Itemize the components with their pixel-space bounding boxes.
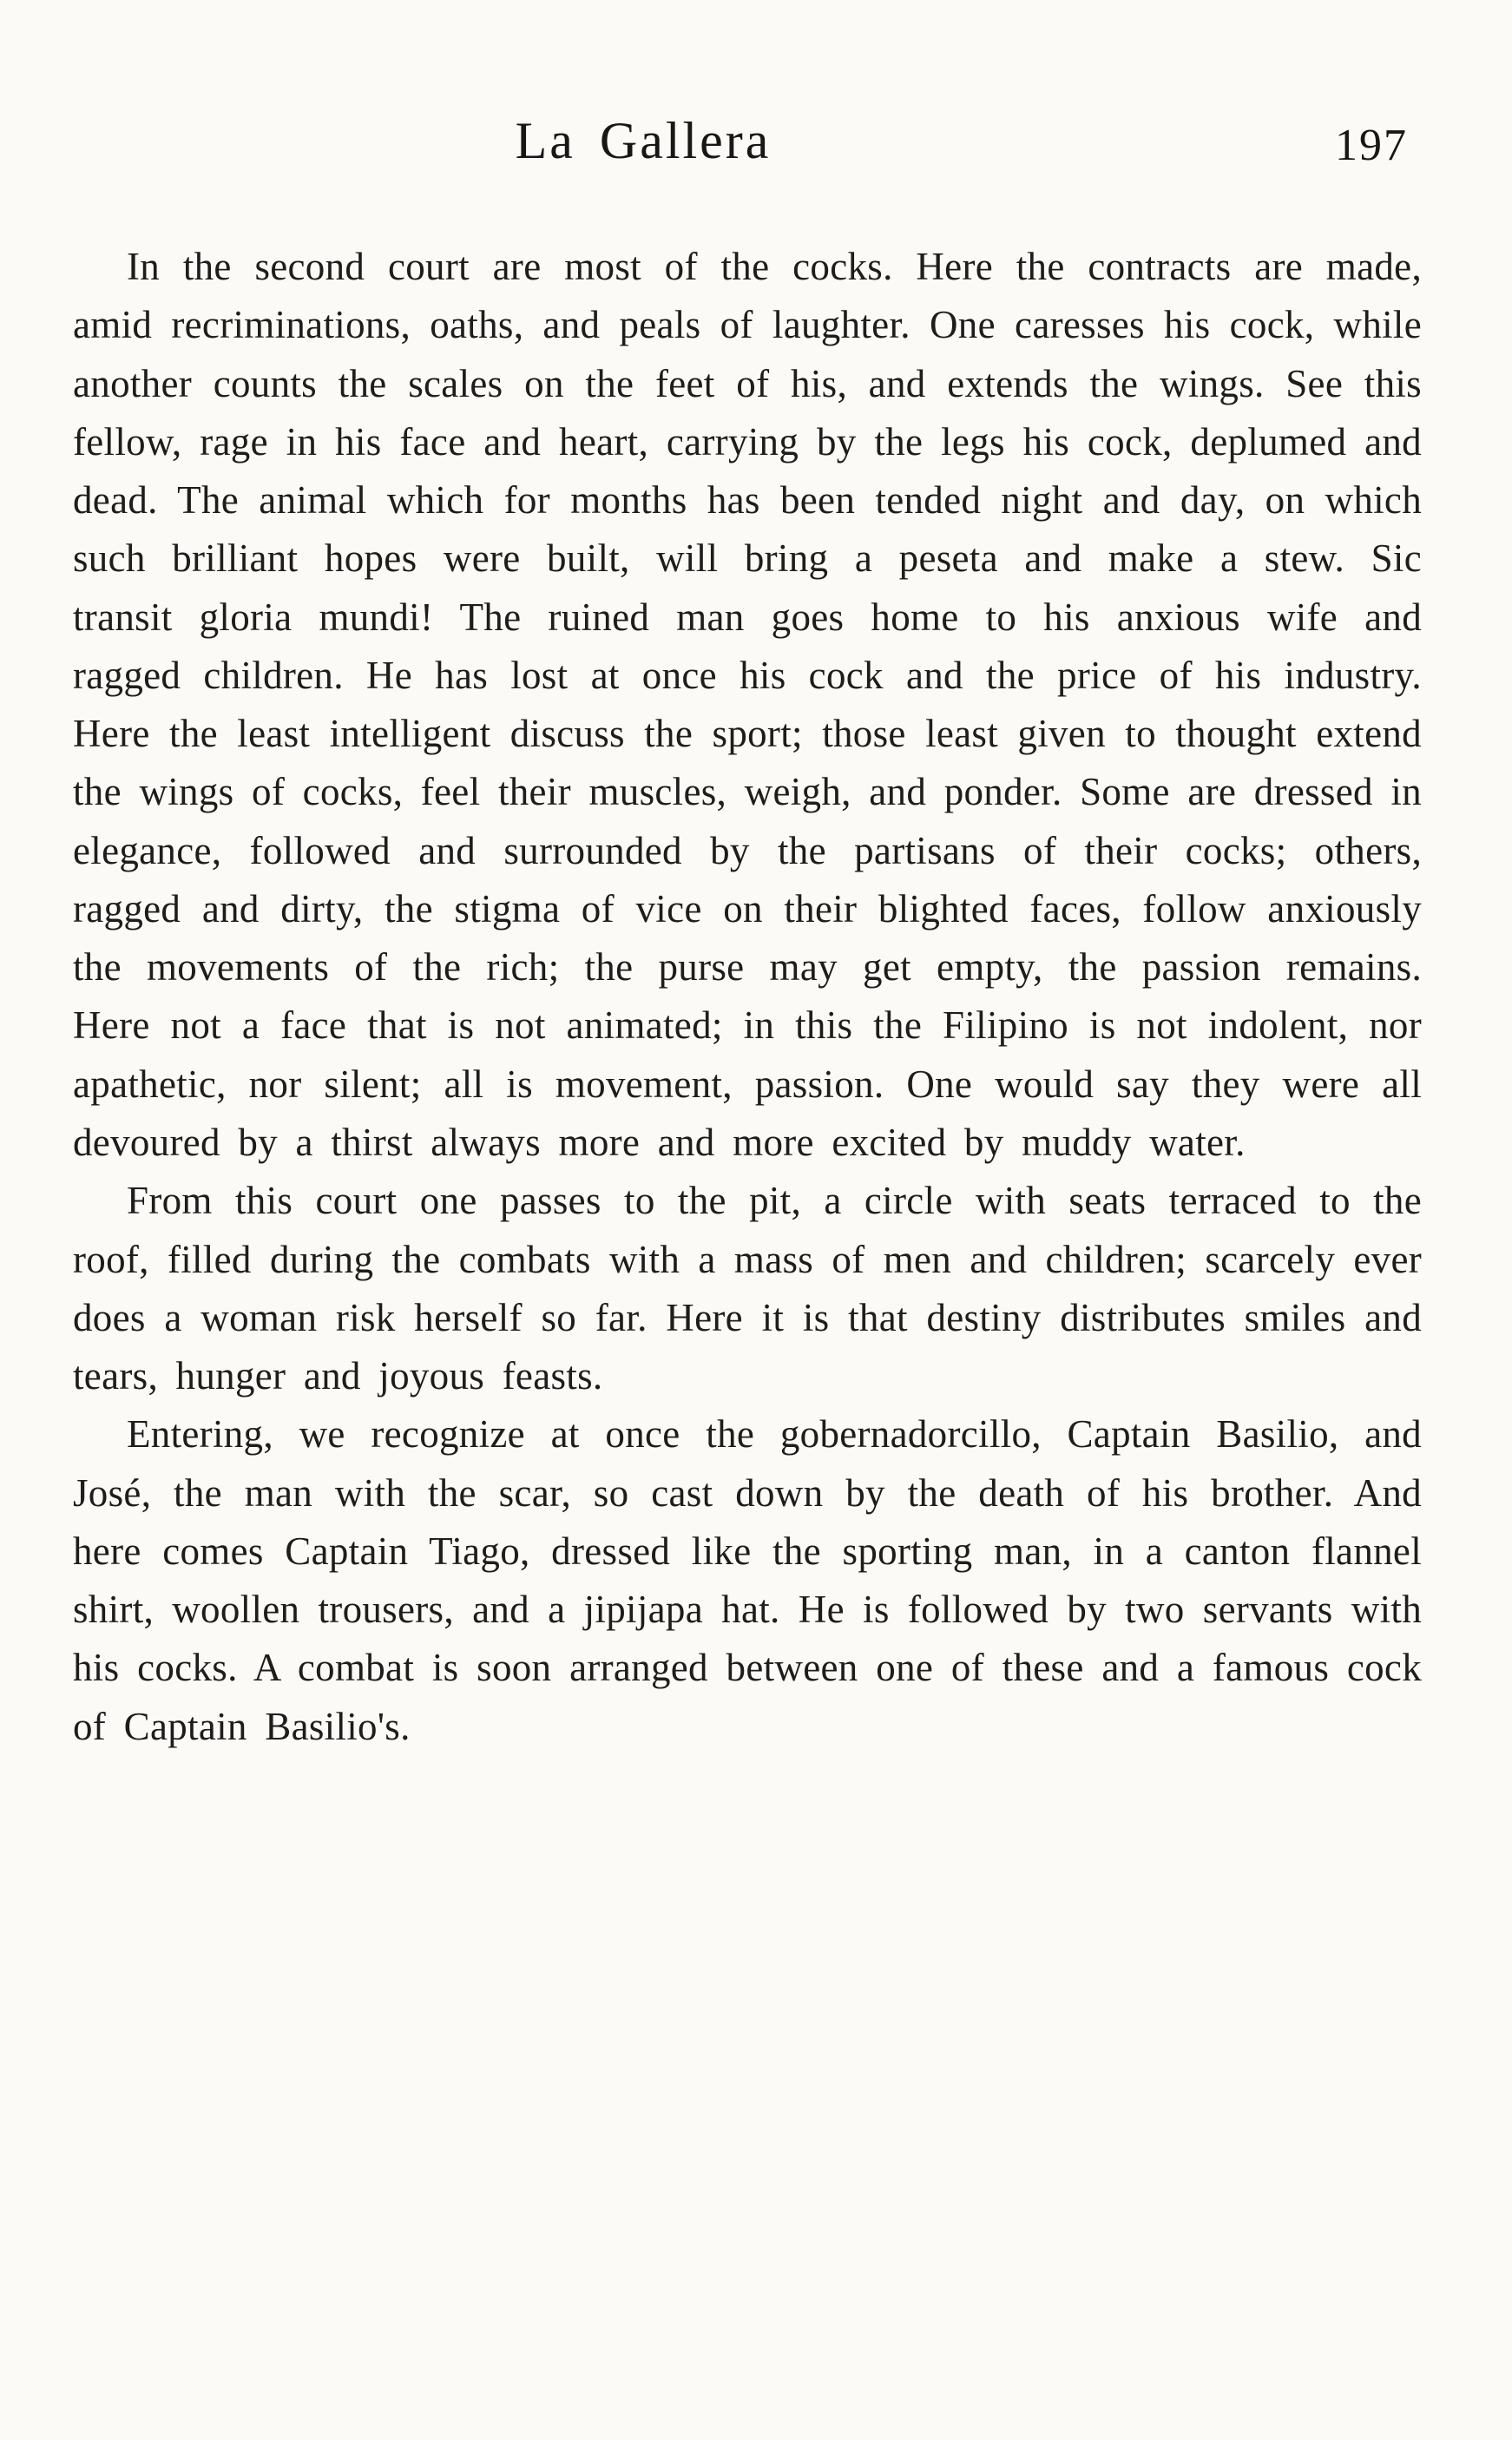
page-number: 197	[1335, 121, 1408, 170]
page-title: La Gallera	[515, 112, 772, 169]
paragraph: From this court one passes to the pit, a circle with seats terraced to the roof, filled during the combats with a mass of men and children; scarcely ever does a woman risk herself so far. Here it is that destiny distributes smiles and tears, hunger and joyous feasts.	[73, 1179, 1422, 1398]
page-header	[73, 111, 1422, 207]
text-block	[73, 238, 1422, 1756]
paragraph: Entering, we recognize at once the gobernadorcillo, Captain Basilio, and José, the man with the scar, so cast down by the death of his brother. And here comes Captain Tiago, dressed like the sporting man, in a canton flannel shirt, woollen trousers, and a jipijapa hat. He is followed by two servants with his cocks. A combat is soon arranged between one of these and a famous cock of Captain Basilio's.	[73, 1412, 1422, 1748]
paragraph: In the second court are most of the cocks. Here the contracts are made, amid recriminations, oaths, and peals of laughter. One caresses his cock, while another counts the scales on the feet of his, and extends the wings. See this fellow, rage in his face and heart, carrying by the legs his cock, deplumed and dead. The animal which for months has been tended night and day, on which such brilliant hopes were built, will bring a peseta and make a stew. Sic transit gloria mundi! The ruined man goes home to his anxious wife and ragged children. He has lost at once his cock and the price of his industry. Here the least intelligent discuss the sport; those least given to thought extend the wings of cocks, feel their muscles, weigh, and ponder. Some are dressed in elegance, followed and surrounded by the partisans of their cocks; others, ragged and dirty, the stigma of vice on their blighted faces, follow anxiously the movements of the rich; the purse may get empty, the passion remains. Here not a face that is not animated; in this the Filipino is not indolent, nor apathetic, nor silent; all is movement, passion. One would say they were all devoured by a thirst always more and more excited by muddy water.	[73, 245, 1422, 1164]
